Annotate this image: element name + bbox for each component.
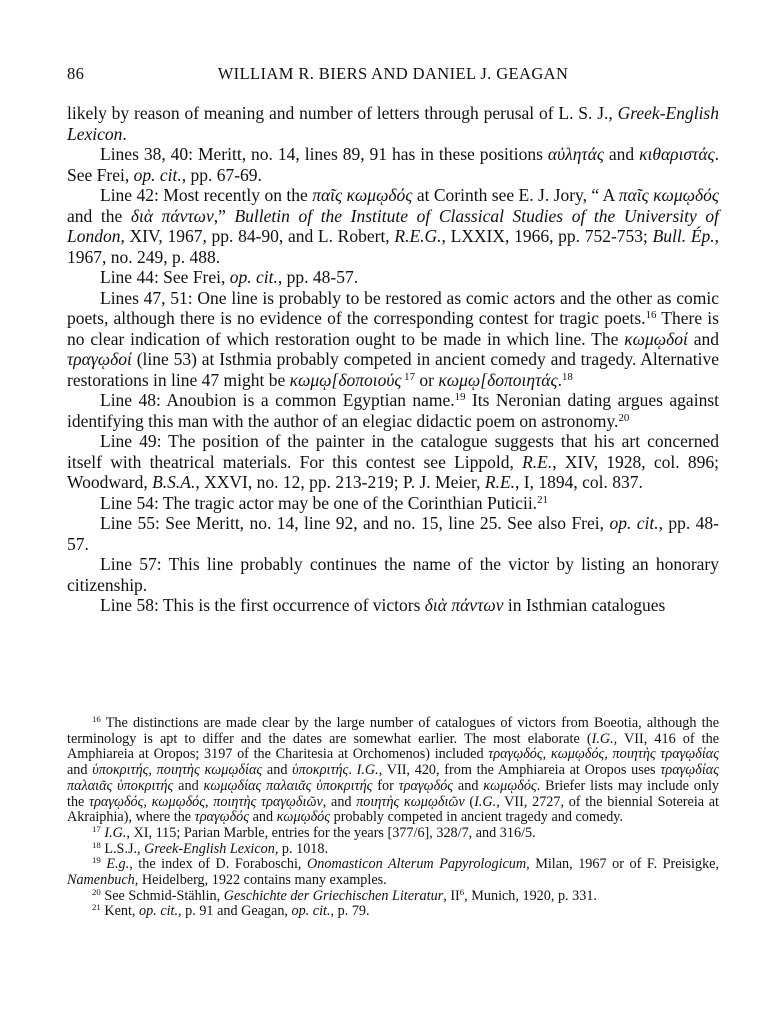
text-run: and: [453, 777, 484, 794]
text-run: Line 55: See Meritt, no. 14, line 92, and no. 15, line 25. See also Frei,: [100, 513, 610, 533]
text-run: , and: [322, 793, 357, 810]
italic-text: τραγῳδός, κωμῳδός, ποιητὴς τραγῳδίας: [488, 746, 719, 763]
footnote-ref: 17: [92, 824, 101, 835]
text-run: .: [122, 123, 127, 144]
footnote-ref: 20: [92, 886, 101, 897]
text-run: Line 44: See Frei,: [100, 267, 230, 287]
italic-text: ὑποκριτής: [292, 762, 349, 779]
italic-text: op. cit.: [609, 513, 659, 533]
italic-text: Bulletin of the Institute of Classical Studies of the University of London: [67, 205, 719, 246]
italic-text: E.g.: [106, 856, 130, 873]
paragraph-p4: [67, 288, 719, 391]
footnote-ref: 16: [92, 714, 101, 725]
text-run: probably competed in ancient tragedy and comedy.: [330, 809, 624, 826]
text-run: . See Frei,: [67, 144, 719, 185]
footnote-ref: 16: [645, 309, 657, 322]
text-run: Line 49: The position of the painter in the catalogue suggests that his art concerned itself with theatrical materials. For this contest see Lippold,: [67, 431, 719, 472]
text-run: , pp. 48-57.: [277, 267, 359, 287]
text-run: Its Neronian dating argues against identifying this man with the author of an elegiac didactic poem on astronomy.: [67, 390, 719, 431]
italic-text: R.E.: [522, 451, 553, 472]
italic-text: διὰ πάντων: [130, 205, 214, 226]
text-run: L.S.J.,: [100, 840, 145, 857]
footnote-fn17: [67, 826, 719, 842]
text-run: at Corinth see E. J. Jory, “ A: [412, 185, 619, 205]
text-run: Kent,: [100, 903, 140, 920]
italic-text: Bull. Ép.: [652, 226, 715, 246]
text-run: likely by reason of meaning and number of letters through perusal of L. S. J.,: [67, 103, 618, 123]
italic-text: παῖς κωμῳδός: [618, 185, 719, 205]
italic-text: ὑποκριτής, ποιητὴς κωμῳδίας: [92, 762, 263, 779]
text-run: , Munich, 1920, p. 331.: [464, 887, 597, 904]
text-run: (: [464, 793, 475, 810]
text-run: , Heidelberg, 1922 contains many examples.: [134, 872, 387, 889]
text-run: , p. 79.: [330, 903, 370, 920]
text-run: in Isthmian catalogues: [503, 595, 666, 615]
text-run: (line 53) at Isthmia probably competed in ancient comedy and tragedy. Alternative restorations in line 47 might be: [67, 349, 719, 390]
italic-text: B.S.A.: [152, 472, 196, 492]
italic-text: παῖς κωμῳδός: [312, 185, 413, 205]
italic-text: κιθαριστάς: [639, 144, 715, 164]
italic-text: I.G.: [474, 793, 497, 810]
text-run: , XI, 115; Parian Marble, entries for the years [377/6], 328/7, and 316/5.: [126, 824, 536, 841]
text-run: Line 48: Anoubion is a common Egyptian name.: [100, 390, 455, 410]
text-run: Line 58: This is the first occurrence of victors: [100, 595, 425, 615]
italic-text: κωμῳδίας παλαιᾶς ὑποκριτής: [203, 777, 373, 794]
text-run: , p. 1018.: [274, 840, 329, 857]
italic-text: τραγῳδίας παλαιᾶς ὑποκριτής: [67, 762, 719, 794]
text-run: , the index of D. Foraboschi,: [129, 856, 308, 873]
italic-text: op. cit.: [229, 267, 278, 287]
text-run: and: [249, 809, 277, 826]
running-head: WILLIAM R. BIERS AND DANIEL J. GEAGAN: [217, 64, 569, 83]
footnote-ref: 21: [537, 493, 548, 506]
text-run: . Briefer lists may include only the: [67, 777, 719, 810]
text-run: , VII, 420, from the Amphiareia at Oropos uses: [378, 762, 661, 779]
footnote-ref: 17: [401, 370, 416, 383]
text-run: Line 57: This line probably continues the name of the victor by listing an honorary citizenship.: [67, 554, 719, 595]
italic-text: κωμῳ[δοποιητάς: [438, 369, 558, 390]
footnote-ref: 21: [92, 902, 101, 913]
italic-text: op. cit.: [291, 903, 331, 920]
text-run: and the: [67, 205, 131, 226]
text-run: and: [603, 144, 640, 164]
italic-text: τραγῳδός: [398, 777, 454, 794]
footnote-fn19: [67, 857, 719, 888]
footnote-fn16: [67, 716, 719, 826]
footnote-ref: 18: [561, 370, 573, 383]
text-run: or: [415, 369, 439, 390]
italic-text: διὰ πάντων: [424, 595, 504, 615]
text-run: and: [67, 762, 93, 779]
text-run: , I, 1894, col. 837.: [515, 472, 643, 492]
commentary-body: [67, 103, 719, 616]
italic-text: Onomasticon Alterum Papyrologicum: [307, 856, 527, 873]
paragraph-p1: [67, 144, 719, 185]
paragraph-p6: [67, 431, 719, 493]
italic-text: κωμῳδός: [276, 809, 331, 826]
text-run: Lines 38, 40: Meritt, no. 14, lines 89, 91 has in these positions: [100, 144, 548, 164]
text-run: , 1967, no. 249, p. 488.: [67, 226, 720, 267]
text-run: The distinctions are made clear by the large number of catalogues of victors from Boeotia, although the terminology is apt to differ and the dates are somewhat earlier. The most elaborate (: [67, 715, 719, 747]
paragraph-p10: [67, 595, 719, 616]
text-run: .: [348, 762, 357, 779]
footnote-ref: 20: [618, 411, 630, 424]
text-run: Line 42: Most recently on the: [100, 185, 313, 205]
footnote-fn18: [67, 839, 719, 858]
text-run: , XIV, 1967, pp. 84-90, and L. Robert,: [120, 226, 395, 246]
footnote-ref: 19: [92, 855, 101, 866]
page-header: [67, 64, 719, 88]
text-run: and: [173, 777, 204, 794]
text-run: , Milan, 1967 or of F. Preisigke,: [526, 856, 720, 873]
text-run: Line 54: The tragic actor may be one of the Corinthian Puticii.: [100, 492, 538, 513]
text-run: Lines 47, 51: One line is probably to be restored as comic actors and the other as comic poets, although there is no evidence of the corresponding contest for tragic poets.: [67, 287, 719, 328]
italic-text: κωμῳ[δοποιούς: [289, 369, 402, 390]
italic-text: κωμῳδός: [483, 777, 537, 794]
text-run: , LXXIX, 1966, pp. 752-753;: [441, 226, 653, 246]
footnote-fn21: [67, 904, 719, 920]
italic-text: R.E.G.: [394, 226, 442, 246]
italic-text: τραγῳδός, κωμῳδός, ποιητὴς τραγῳδιῶν: [89, 793, 323, 810]
italic-text: Greek-English Lexicon: [67, 103, 719, 144]
paragraph-p9: [67, 554, 719, 595]
text-run: and: [687, 328, 719, 349]
italic-text: ποιητὴς κωμῳδιῶν: [356, 793, 465, 810]
paragraph-p3: [67, 267, 719, 288]
text-run: , pp. 67-69.: [181, 164, 262, 185]
text-run: , XXVI, no. 12, pp. 213-219; P. J. Meier,: [195, 472, 485, 492]
italic-text: op. cit.: [139, 903, 179, 920]
italic-text: τραγῳδός: [194, 809, 250, 826]
text-run: There is no clear indication of which restoration ought to be made in which line. The: [67, 308, 719, 349]
italic-text: R.E.: [484, 472, 516, 492]
paragraph-p2: [67, 185, 719, 267]
paragraph-p8: [67, 513, 719, 554]
paragraph-p5: [67, 390, 719, 431]
italic-text: I.G.: [356, 762, 379, 779]
footnotes: [67, 716, 719, 920]
italic-text: op. cit.: [133, 164, 182, 185]
paragraph-p0: [67, 103, 719, 144]
italic-text: I.G.: [104, 824, 127, 841]
italic-text: I.G.: [591, 730, 614, 747]
text-run: See Schmid-Stählin,: [100, 887, 224, 904]
italic-text: αὐλητάς: [547, 144, 604, 164]
text-run: , p. 91 and Geagan,: [178, 903, 292, 920]
text-run: for: [372, 777, 399, 794]
text-run: ,”: [213, 205, 235, 226]
italic-text: κωμῳδοί: [624, 328, 688, 349]
italic-text: Greek-English Lexicon: [144, 840, 275, 857]
footnote-ref: 18: [92, 839, 101, 850]
text-run: , II: [443, 887, 460, 904]
text-run: , XIV, 1928, col. 896; Woodward,: [67, 451, 719, 492]
text-run: .: [557, 369, 562, 390]
footnote-ref: 6: [459, 886, 465, 897]
footnote-ref: 19: [454, 391, 466, 404]
paragraph-p7: [67, 493, 719, 514]
italic-text: τραγῳδοί: [67, 349, 132, 369]
page-number: 86: [67, 64, 85, 83]
text-run: , pp. 48-57.: [67, 513, 719, 554]
text-run: , VII, 2727, of the biennial Sotereia at Akraiphia), where the: [67, 793, 719, 826]
text-run: , VII, 416 of the Amphiareia at Oropos; 3197 of the Charitesia at Orchomenos) included: [67, 730, 719, 763]
italic-text: Namenbuch: [67, 872, 135, 889]
text-run: and: [262, 762, 293, 779]
italic-text: Geschichte der Griechischen Literatur: [223, 887, 444, 904]
